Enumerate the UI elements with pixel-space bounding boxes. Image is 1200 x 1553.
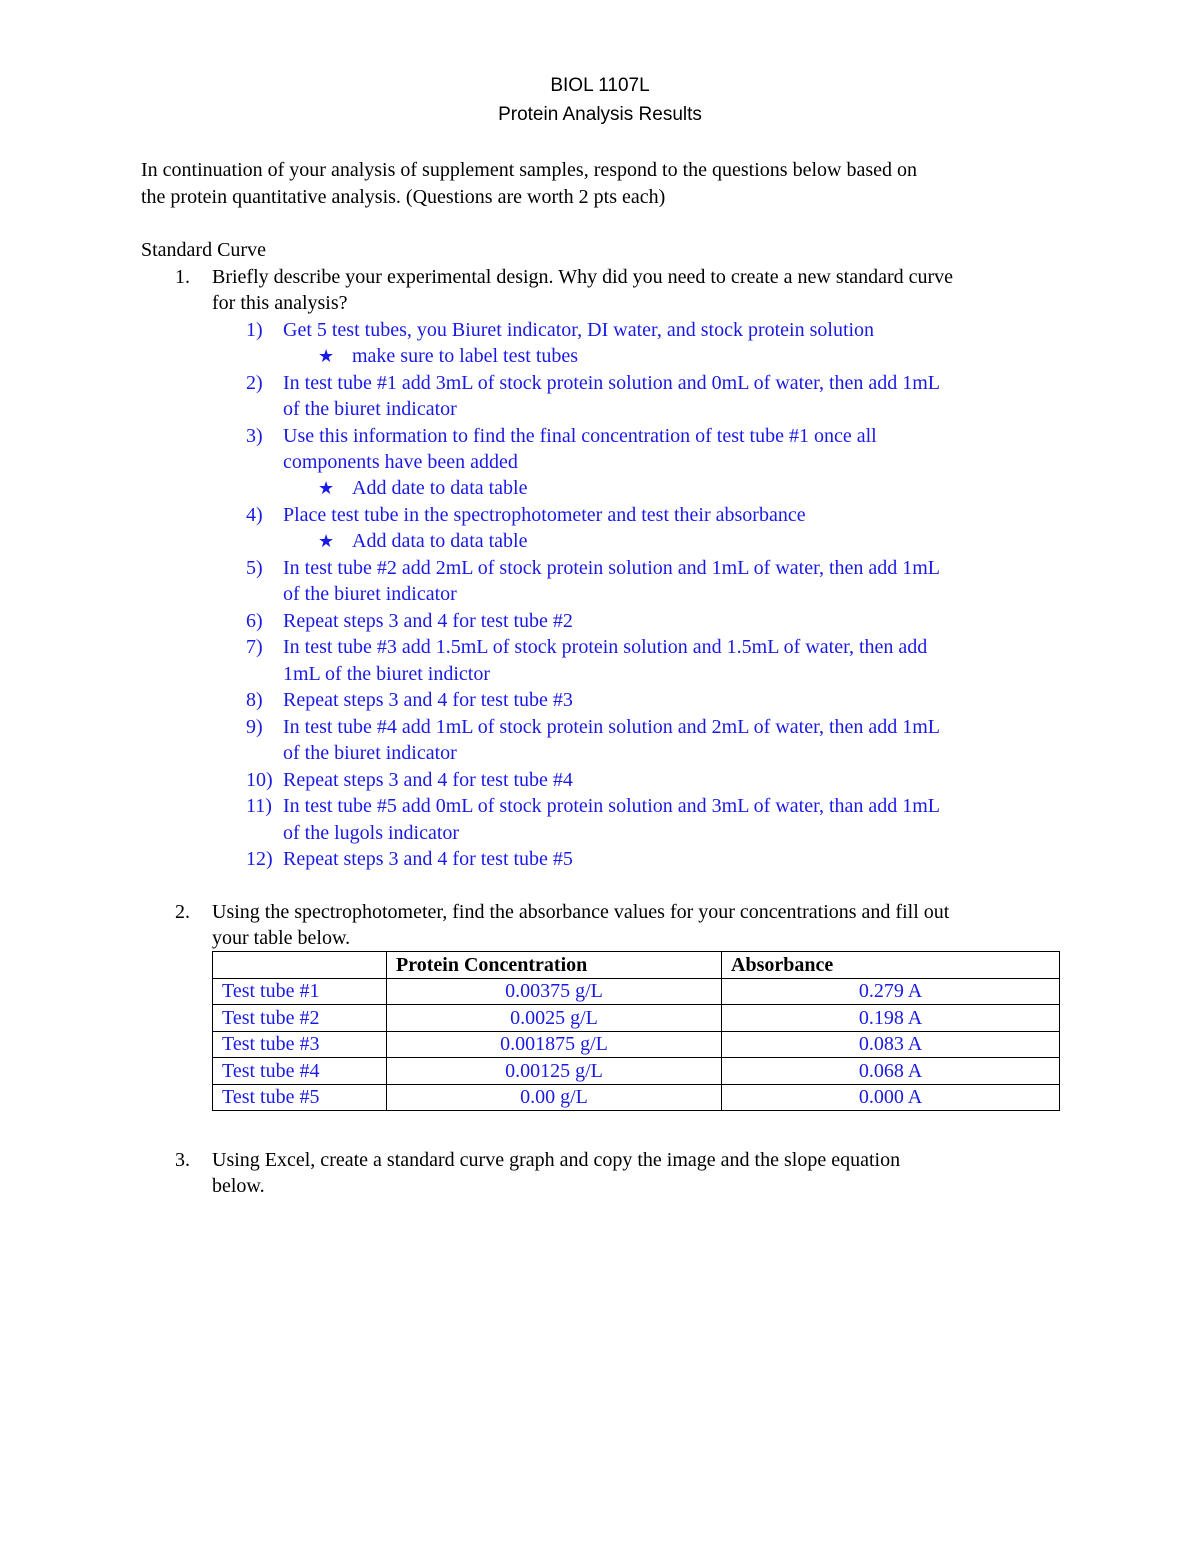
table-header-cell: Protein Concentration: [387, 952, 722, 979]
table-header-row: [213, 952, 1060, 979]
table-cell-absorbance: 0.279 A: [722, 978, 1060, 1005]
step-number: 6): [246, 609, 263, 632]
step-text-continued: of the lugols indicator: [283, 821, 460, 844]
question-3-number: 3.: [175, 1148, 190, 1171]
question-1-line-1: Briefly describe your experimental design. Why did you need to create a new standard curve: [212, 265, 954, 288]
table-cell-concentration: 0.001875 g/L: [387, 1031, 722, 1058]
step-number: 7): [246, 636, 263, 658]
table-cell-concentration: 0.00125 g/L: [387, 1058, 722, 1085]
question-2-line-1: Using the spectrophotometer, find the absorbance values for your concentrations and fill out: [212, 900, 950, 923]
step-number: 11): [246, 795, 272, 817]
step-text: Place test tube in the spectrophotometer and test their absorbance: [283, 504, 806, 526]
table-header-cell: Absorbance: [722, 952, 1060, 979]
step-number: 3): [246, 424, 263, 447]
page-title: Protein Analysis Results: [498, 104, 702, 125]
table-cell-sample: Test tube #1: [213, 978, 387, 1005]
step-number: 12): [246, 848, 273, 870]
star-bullet-icon: ★: [318, 346, 335, 366]
step-text: In test tube #4 add 1mL of stock protein solution and 2mL of water, then add 1mL: [283, 715, 941, 738]
question-3-line-2: below.: [212, 1175, 265, 1197]
step-text: In test tube #3 add 1.5mL of stock protein solution and 1.5mL of water, then add: [283, 636, 928, 658]
table-header-cell: [213, 952, 387, 979]
question-1-number: 1.: [175, 265, 190, 288]
step-text: In test tube #2 add 2mL of stock protein solution and 1mL of water, then add 1mL: [283, 557, 941, 579]
step-text: Repeat steps 3 and 4 for test tube #2: [283, 609, 573, 632]
table-cell-absorbance: 0.068 A: [722, 1058, 1060, 1085]
table-cell-sample: Test tube #4: [213, 1058, 387, 1085]
table-row: [213, 1031, 1060, 1058]
question-3-line-1: Using Excel, create a standard curve graph and copy the image and the slope equation: [212, 1148, 901, 1171]
table-row: [213, 1084, 1060, 1111]
table-row: [213, 1005, 1060, 1032]
step-number: 8): [246, 689, 263, 711]
step-number: 1): [246, 318, 263, 341]
section-title: Standard Curve: [141, 239, 266, 261]
table-cell-concentration: 0.00 g/L: [387, 1084, 722, 1111]
step-number: 10): [246, 768, 273, 791]
step-text: In test tube #1 add 3mL of stock protein solution and 0mL of water, then add 1mL: [283, 371, 941, 394]
step-text-continued: 1mL of the biuret indictor: [283, 662, 490, 685]
table-cell-absorbance: 0.000 A: [722, 1084, 1060, 1111]
step-text: Repeat steps 3 and 4 for test tube #3: [283, 689, 573, 711]
step-text-continued: components have been added: [283, 451, 518, 473]
course-code: BIOL 1107L: [550, 75, 650, 96]
table-cell-absorbance: 0.083 A: [722, 1031, 1060, 1058]
table-cell-sample: Test tube #5: [213, 1084, 387, 1111]
step-number: 2): [246, 371, 263, 394]
step-text: Get 5 test tubes, you Biuret indicator, DI water, and stock protein solution: [283, 318, 875, 341]
bullet-text: make sure to label test tubes: [352, 345, 579, 367]
bullet-text: Add date to data table: [352, 477, 528, 499]
step-text: Repeat steps 3 and 4 for test tube #5: [283, 848, 573, 870]
question-1-line-2: for this analysis?: [212, 292, 348, 314]
table-cell-concentration: 0.00375 g/L: [387, 978, 722, 1005]
step-text-continued: of the biuret indicator: [283, 742, 457, 764]
question-2-number: 2.: [175, 900, 190, 923]
step-text: In test tube #5 add 0mL of stock protein solution and 3mL of water, than add 1mL: [283, 795, 941, 817]
step-number: 9): [246, 715, 263, 738]
table-row: [213, 978, 1060, 1005]
table-cell-concentration: 0.0025 g/L: [387, 1005, 722, 1032]
table-cell-sample: Test tube #2: [213, 1005, 387, 1032]
question-2-line-2: your table below.: [212, 927, 351, 949]
step-text-continued: of the biuret indicator: [283, 398, 457, 420]
star-bullet-icon: ★: [318, 531, 335, 551]
data-table: [212, 951, 1060, 1111]
star-bullet-icon: ★: [318, 478, 335, 498]
step-number: 4): [246, 504, 263, 526]
intro-line-1: In continuation of your analysis of supplement samples, respond to the questions below based on: [141, 159, 917, 181]
step-text: Repeat steps 3 and 4 for test tube #4: [283, 768, 573, 791]
intro-line-2: the protein quantitative analysis. (Questions are worth 2 pts each): [141, 185, 666, 208]
step-number: 5): [246, 557, 263, 579]
table-row: [213, 1058, 1060, 1085]
step-text-continued: of the biuret indicator: [283, 583, 457, 605]
bullet-text: Add data to data table: [352, 530, 528, 552]
table-cell-absorbance: 0.198 A: [722, 1005, 1060, 1032]
table-cell-sample: Test tube #3: [213, 1031, 387, 1058]
step-text: Use this information to find the final concentration of test tube #1 once all: [283, 424, 877, 447]
